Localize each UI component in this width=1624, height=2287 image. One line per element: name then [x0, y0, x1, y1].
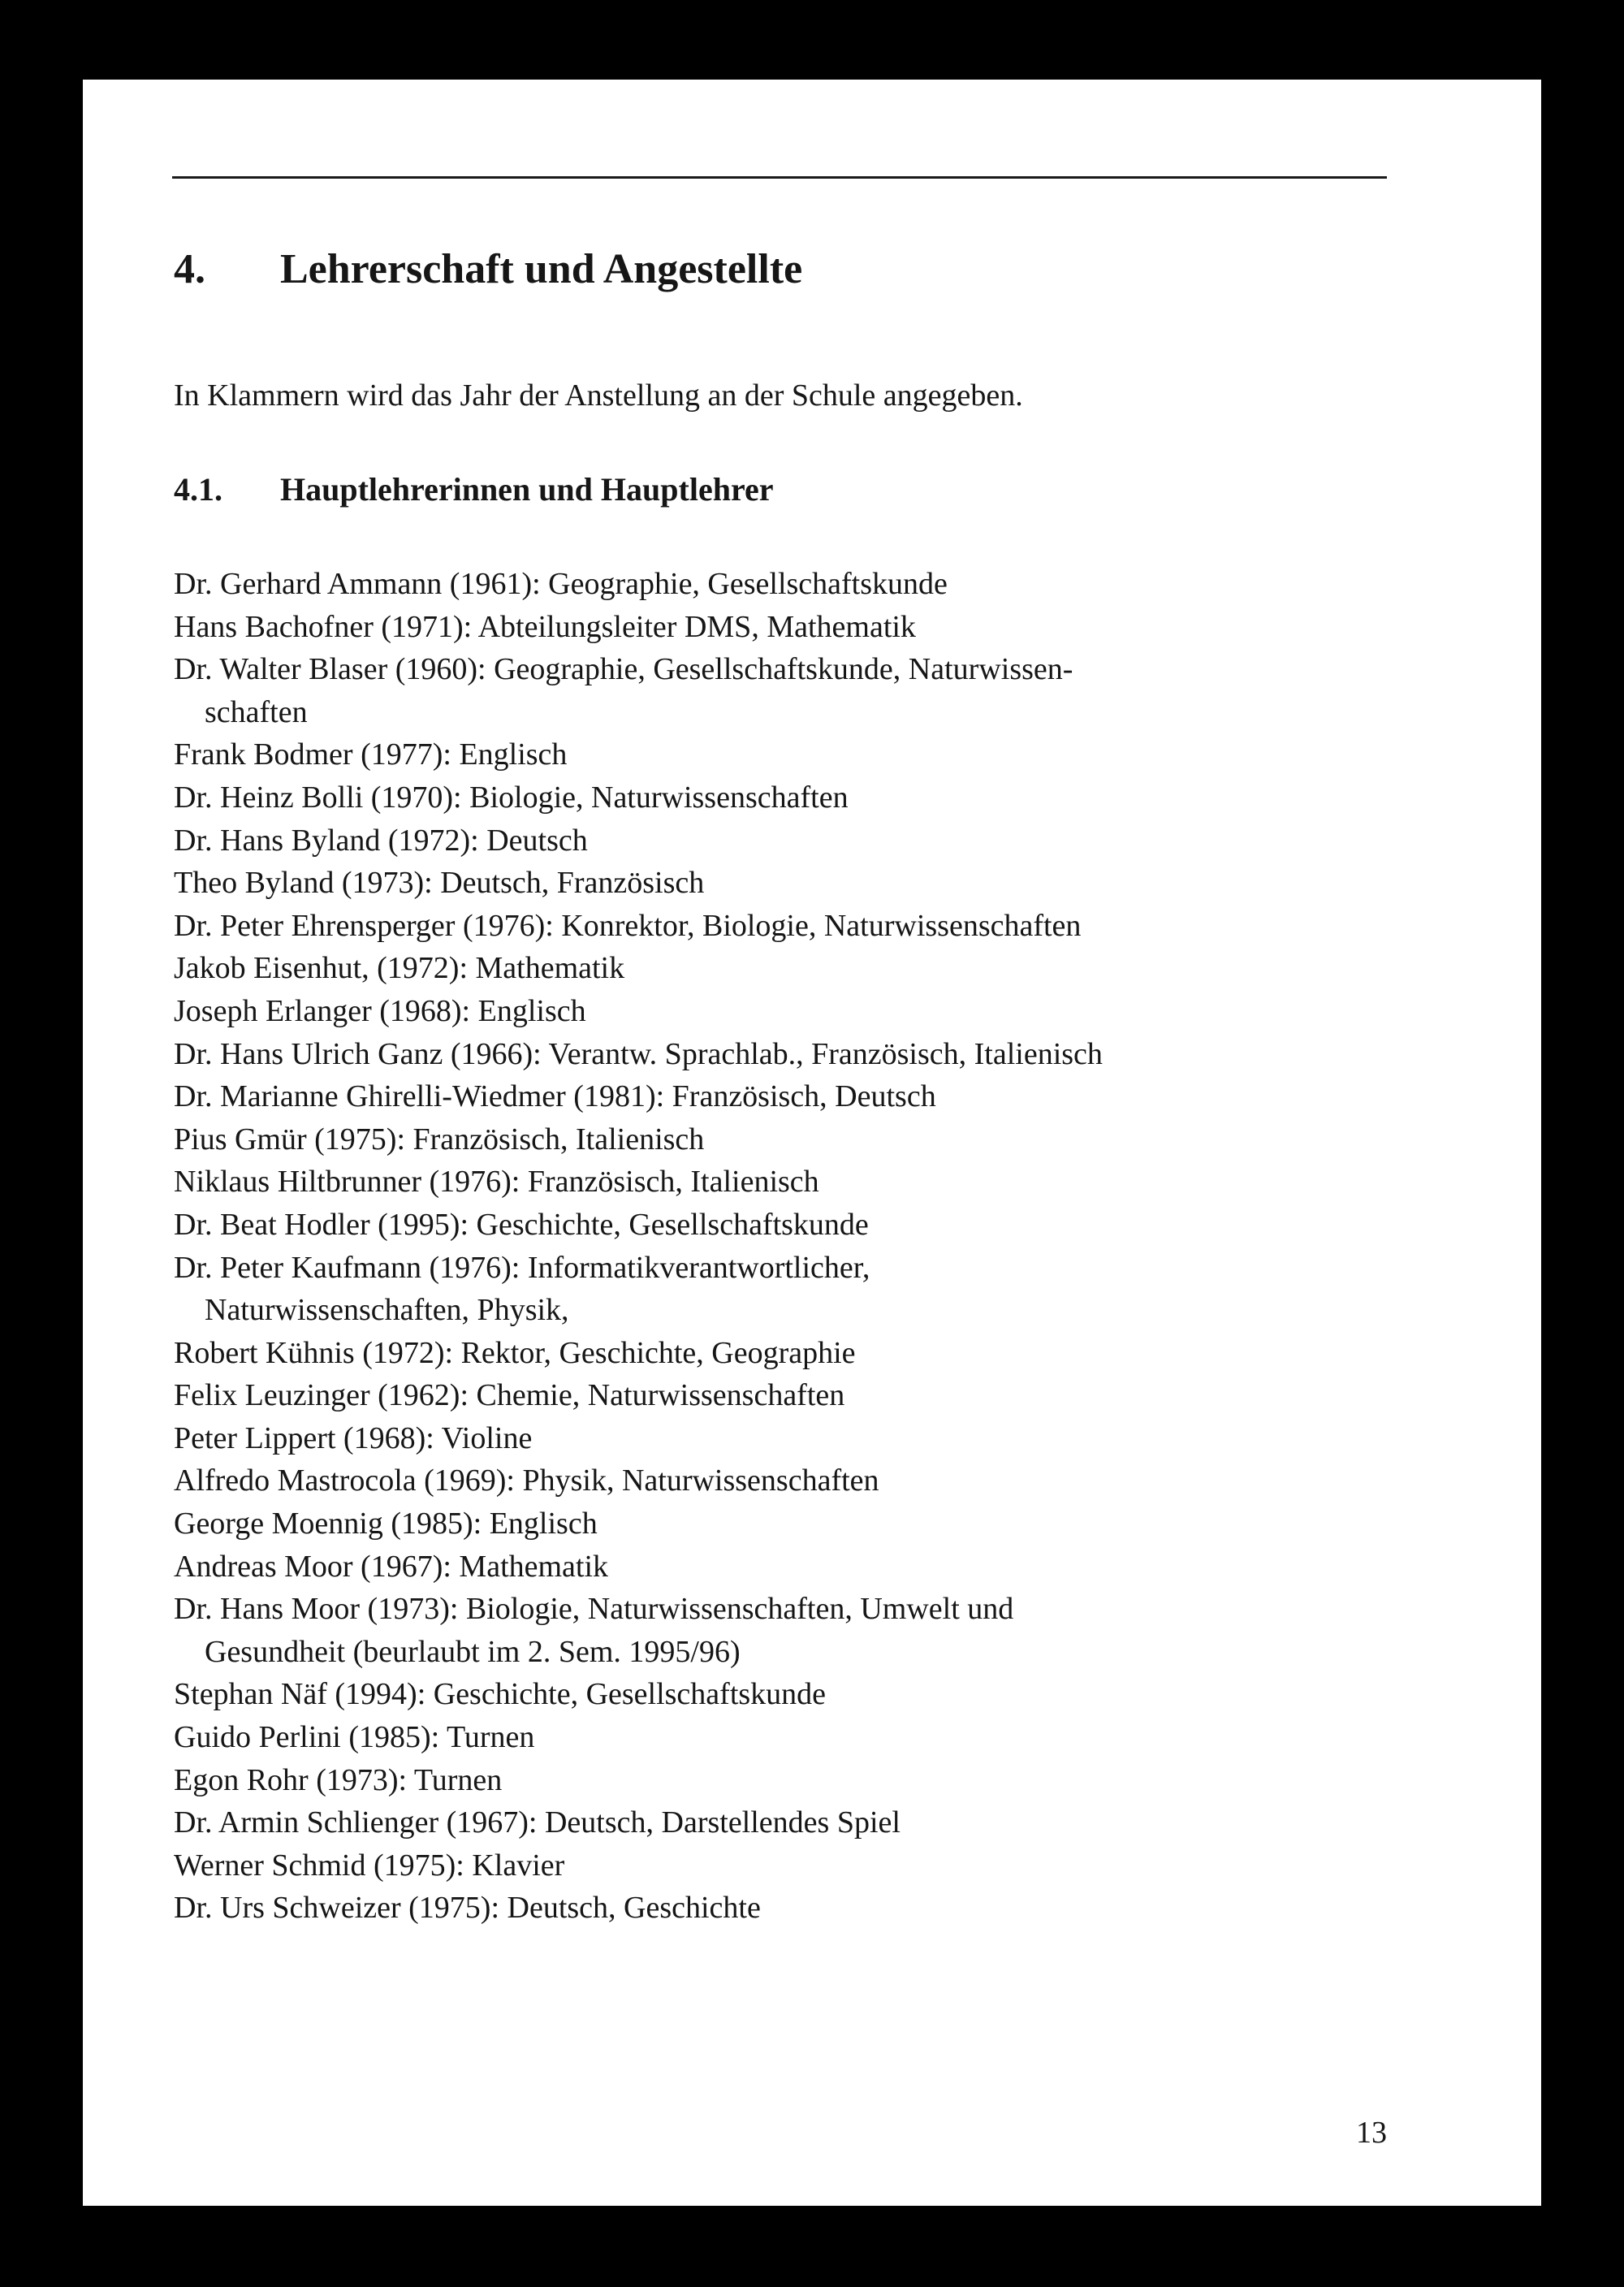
staff-entry — [174, 1844, 1408, 1887]
staff-entry-line: Dr. Walter Blaser (1960): Geographie, Gesellschaftskunde, Naturwissen- — [174, 652, 1073, 687]
staff-entry-line: Felix Leuzinger (1962): Chemie, Naturwissenschaften — [174, 1378, 845, 1413]
staff-entry-line: Dr. Hans Ulrich Ganz (1966): Verantw. Sprachlab., Französisch, Italienisch — [174, 1036, 1103, 1071]
chapter-heading — [174, 244, 802, 296]
staff-entry-line: Dr. Marianne Ghirelli-Wiedmer (1981): Französisch, Deutsch — [174, 1079, 936, 1114]
staff-entry-line: Alfredo Mastrocola (1969): Physik, Naturwissenschaften — [174, 1463, 879, 1498]
staff-entry — [174, 648, 1408, 733]
staff-entry — [174, 1459, 1408, 1502]
staff-entry-line: Jakob Eisenhut, (1972): Mathematik — [174, 951, 625, 986]
staff-entry-line: Dr. Heinz Bolli (1970): Biologie, Naturwissenschaften — [174, 780, 849, 815]
section-title: Hauptlehrerinnen und Hauptlehrer — [280, 471, 774, 508]
staff-entry-line: Frank Bodmer (1977): Englisch — [174, 737, 568, 772]
staff-entry-line: Dr. Gerhard Ammann (1961): Geographie, Gesellschaftskunde — [174, 567, 948, 601]
staff-entry-line: Theo Byland (1973): Deutsch, Französisch — [174, 866, 705, 901]
intro-paragraph: In Klammern wird das Jahr der Anstellung an der Schule angegeben. — [174, 378, 1023, 413]
staff-entry — [174, 1374, 1408, 1417]
staff-entry-line: Robert Kühnis (1972): Rektor, Geschichte, Geographie — [174, 1335, 856, 1370]
staff-entry — [174, 1204, 1408, 1247]
staff-entry-line: Niklaus Hiltbrunner (1976): Französisch, Italienisch — [174, 1165, 819, 1200]
staff-entry — [174, 1075, 1408, 1118]
staff-entry-line: George Moennig (1985): Englisch — [174, 1507, 598, 1541]
staff-entry — [174, 1546, 1408, 1589]
staff-entry — [174, 1161, 1408, 1204]
staff-entry-line: Dr. Beat Hodler (1995): Geschichte, Gesellschaftskunde — [174, 1207, 869, 1242]
staff-entry — [174, 1332, 1408, 1375]
staff-entry — [174, 606, 1408, 649]
staff-entry — [174, 1502, 1408, 1546]
staff-entry-continuation: schaften — [205, 694, 308, 729]
section-heading — [174, 469, 774, 510]
chapter-title: Lehrerschaft und Angestellte — [280, 246, 803, 292]
staff-entry — [174, 862, 1408, 905]
staff-entry — [174, 1673, 1408, 1716]
section-number: 4.1. — [174, 471, 222, 508]
staff-entry-line: Peter Lippert (1968): Violine — [174, 1420, 533, 1455]
staff-entry — [174, 819, 1408, 862]
staff-entry-continuation: Gesundheit (beurlaubt im 2. Sem. 1995/96) — [205, 1634, 741, 1669]
staff-entry — [174, 990, 1408, 1033]
staff-entry — [174, 905, 1408, 948]
page-number: 13 — [1356, 2116, 1387, 2150]
staff-entry-line: Pius Gmür (1975): Französisch, Italienisch — [174, 1122, 705, 1156]
staff-entry — [174, 1118, 1408, 1161]
staff-entry — [174, 563, 1408, 606]
staff-entry — [174, 776, 1408, 819]
staff-entry — [174, 1033, 1408, 1076]
staff-entry-line: Dr. Peter Kaufmann (1976): Informatikverantwortlicher, — [174, 1250, 870, 1285]
header-rule — [172, 176, 1387, 179]
staff-entry-line: Hans Bachofner (1971): Abteilungsleiter DMS, Mathematik — [174, 609, 916, 644]
staff-entry-line: Dr. Urs Schweizer (1975): Deutsch, Geschichte — [174, 1891, 761, 1926]
staff-entry-line: Dr. Peter Ehrensperger (1976): Konrektor, Biologie, Naturwissenschaften — [174, 908, 1082, 943]
staff-entry-line: Andreas Moor (1967): Mathematik — [174, 1549, 609, 1584]
staff-entry — [174, 1759, 1408, 1802]
staff-entry-line: Stephan Näf (1994): Geschichte, Gesellschaftskunde — [174, 1677, 827, 1712]
staff-entry-line: Dr. Armin Schlienger (1967): Deutsch, Darstellendes Spiel — [174, 1805, 901, 1840]
staff-entry — [174, 733, 1408, 776]
staff-entry — [174, 947, 1408, 990]
staff-entry — [174, 1887, 1408, 1930]
staff-entry-line: Dr. Hans Moor (1973): Biologie, Naturwissenschaften, Umwelt und — [174, 1592, 1014, 1627]
staff-entry-line: Guido Perlini (1985): Turnen — [174, 1720, 535, 1755]
staff-entry — [174, 1417, 1408, 1460]
staff-entry-line: Dr. Hans Byland (1972): Deutsch — [174, 823, 588, 858]
chapter-number: 4. — [174, 246, 205, 292]
staff-entry — [174, 1801, 1408, 1844]
staff-entry-line: Joseph Erlanger (1968): Englisch — [174, 993, 586, 1028]
staff-entry-continuation: Naturwissenschaften, Physik, — [205, 1293, 569, 1328]
staff-entry — [174, 1247, 1408, 1332]
staff-entry-line: Werner Schmid (1975): Klavier — [174, 1848, 565, 1883]
staff-list — [174, 563, 1408, 1930]
staff-entry — [174, 1588, 1408, 1673]
staff-entry-line: Egon Rohr (1973): Turnen — [174, 1762, 503, 1797]
staff-entry — [174, 1716, 1408, 1759]
